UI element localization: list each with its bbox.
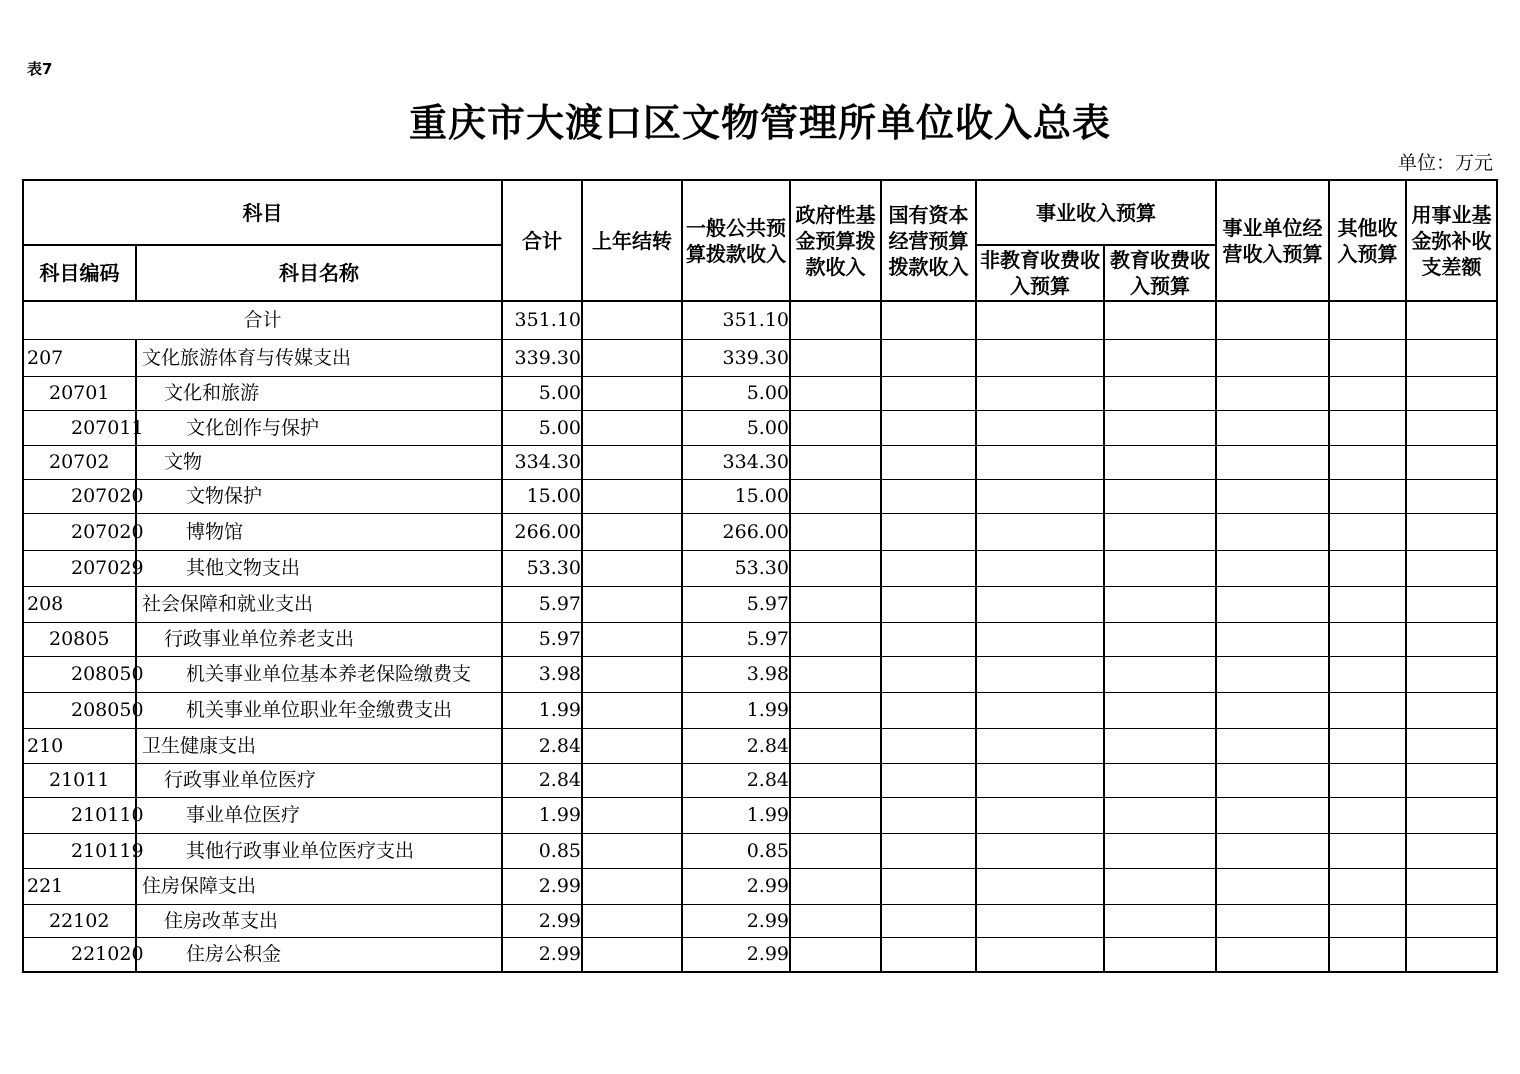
empty-cell [881, 797, 976, 833]
empty-cell [1406, 550, 1497, 586]
empty-cell [582, 904, 682, 937]
row-total: 2.84 [502, 763, 582, 797]
row-name: 卫生健康支出 [136, 728, 502, 763]
empty-cell [1104, 513, 1216, 550]
empty-cell [790, 445, 881, 479]
row-total: 2.99 [502, 904, 582, 937]
empty-cell [881, 656, 976, 692]
empty-cell [1216, 656, 1329, 692]
header-state-capital: 国有资本经营预算拨款收入 [881, 180, 976, 301]
page-title: 重庆市大渡口区文物管理所单位收入总表 [408, 101, 1111, 145]
empty-cell [1104, 937, 1216, 972]
empty-cell [790, 904, 881, 937]
row-total: 5.97 [502, 622, 582, 656]
empty-cell [976, 550, 1104, 586]
table-row [23, 797, 1497, 833]
empty-cell [582, 301, 682, 339]
table-row [23, 376, 1497, 410]
empty-cell [790, 376, 881, 410]
row-name: 住房公积金 [136, 937, 502, 972]
empty-cell [582, 763, 682, 797]
empty-cell [1104, 339, 1216, 376]
row-total: 5.00 [502, 376, 582, 410]
row-total: 5.00 [502, 410, 582, 445]
empty-cell [881, 550, 976, 586]
row-name: 行政事业单位医疗 [136, 763, 502, 797]
empty-cell [582, 797, 682, 833]
table-row [23, 479, 1497, 513]
empty-cell [976, 376, 1104, 410]
table-row [23, 410, 1497, 445]
empty-cell [976, 339, 1104, 376]
empty-cell [1104, 728, 1216, 763]
empty-cell [582, 728, 682, 763]
empty-cell [976, 656, 1104, 692]
empty-cell [881, 586, 976, 622]
row-total: 339.30 [502, 339, 582, 376]
empty-cell [1216, 479, 1329, 513]
empty-cell [790, 797, 881, 833]
table-body [23, 301, 1497, 972]
empty-cell [881, 445, 976, 479]
row-general: 5.00 [682, 376, 790, 410]
empty-cell [976, 937, 1104, 972]
empty-cell [790, 479, 881, 513]
row-general: 2.99 [682, 868, 790, 904]
table-row [23, 656, 1497, 692]
empty-cell [976, 763, 1104, 797]
row-total: 3.98 [502, 656, 582, 692]
empty-cell [1104, 301, 1216, 339]
empty-cell [790, 728, 881, 763]
table-row [23, 339, 1497, 376]
empty-cell [1104, 763, 1216, 797]
row-code: 210110 [23, 797, 136, 833]
empty-cell [582, 410, 682, 445]
empty-cell [1104, 904, 1216, 937]
empty-cell [1104, 656, 1216, 692]
row-name: 其他行政事业单位医疗支出 [136, 833, 502, 868]
empty-cell [976, 728, 1104, 763]
empty-cell [1406, 937, 1497, 972]
empty-cell [790, 339, 881, 376]
header-subject-code: 科目编码 [23, 245, 136, 301]
row-total: 5.97 [502, 586, 582, 622]
row-name: 住房改革支出 [136, 904, 502, 937]
empty-cell [1406, 692, 1497, 728]
empty-cell [1406, 622, 1497, 656]
table-number: 表7 [27, 60, 53, 78]
empty-cell [1329, 904, 1406, 937]
empty-cell [976, 479, 1104, 513]
row-code: 208050 [23, 692, 136, 728]
empty-cell [976, 445, 1104, 479]
row-code: 21011 [23, 763, 136, 797]
empty-cell [1329, 937, 1406, 972]
empty-cell [790, 656, 881, 692]
row-general: 2.99 [682, 904, 790, 937]
empty-cell [1216, 513, 1329, 550]
row-code: 207011 [23, 410, 136, 445]
empty-cell [1216, 728, 1329, 763]
table-row [23, 904, 1497, 937]
empty-cell [582, 622, 682, 656]
row-code: 22102 [23, 904, 136, 937]
header-fund-offset: 用事业基金弥补收支差额 [1406, 180, 1497, 301]
table-row [23, 445, 1497, 479]
header-non-edu-fee: 非教育收费收入预算 [976, 245, 1104, 301]
empty-cell [1329, 376, 1406, 410]
row-general: 2.84 [682, 728, 790, 763]
income-summary-table [22, 179, 1498, 973]
empty-cell [881, 513, 976, 550]
empty-cell [790, 622, 881, 656]
row-code: 20702 [23, 445, 136, 479]
empty-cell [1406, 376, 1497, 410]
row-general: 5.97 [682, 622, 790, 656]
row-code: 221 [23, 868, 136, 904]
empty-cell [1216, 376, 1329, 410]
row-general: 1.99 [682, 692, 790, 728]
empty-cell [1406, 445, 1497, 479]
row-total: 1.99 [502, 692, 582, 728]
row-total: 0.85 [502, 833, 582, 868]
empty-cell [1329, 692, 1406, 728]
empty-cell [1104, 445, 1216, 479]
empty-cell [1104, 550, 1216, 586]
empty-cell [790, 513, 881, 550]
header-total: 合计 [502, 180, 582, 301]
row-code: 207020 [23, 479, 136, 513]
empty-cell [1104, 586, 1216, 622]
empty-cell [1329, 301, 1406, 339]
row-code: 207029 [23, 550, 136, 586]
header-subject-name: 科目名称 [136, 245, 502, 301]
empty-cell [1104, 376, 1216, 410]
header-edu-fee: 教育收费收入预算 [1104, 245, 1216, 301]
row-total: 1.99 [502, 797, 582, 833]
header-business-income: 事业收入预算 [976, 180, 1216, 245]
table-row [23, 513, 1497, 550]
empty-cell [976, 904, 1104, 937]
table-row [23, 833, 1497, 868]
empty-cell [1406, 301, 1497, 339]
empty-cell [1406, 479, 1497, 513]
row-name: 事业单位医疗 [136, 797, 502, 833]
empty-cell [582, 339, 682, 376]
row-code: 221020 [23, 937, 136, 972]
unit-label: 单位：万元 [1397, 152, 1493, 174]
empty-cell [881, 479, 976, 513]
empty-cell [790, 763, 881, 797]
empty-cell [881, 622, 976, 656]
empty-cell [582, 479, 682, 513]
empty-cell [1406, 797, 1497, 833]
empty-cell [881, 904, 976, 937]
row-total: 53.30 [502, 550, 582, 586]
empty-cell [881, 376, 976, 410]
empty-cell [582, 868, 682, 904]
total-row-general: 351.10 [682, 301, 790, 339]
empty-cell [881, 410, 976, 445]
row-total: 15.00 [502, 479, 582, 513]
empty-cell [582, 937, 682, 972]
row-general: 15.00 [682, 479, 790, 513]
row-code: 210 [23, 728, 136, 763]
empty-cell [582, 692, 682, 728]
empty-cell [1329, 622, 1406, 656]
row-total: 334.30 [502, 445, 582, 479]
empty-cell [1329, 410, 1406, 445]
empty-cell [1406, 868, 1497, 904]
table-row [23, 692, 1497, 728]
empty-cell [1216, 622, 1329, 656]
empty-cell [790, 410, 881, 445]
empty-cell [1406, 410, 1497, 445]
empty-cell [1406, 833, 1497, 868]
empty-cell [1216, 797, 1329, 833]
empty-cell [790, 833, 881, 868]
empty-cell [1329, 513, 1406, 550]
empty-cell [790, 586, 881, 622]
empty-cell [790, 301, 881, 339]
empty-cell [1406, 586, 1497, 622]
row-total: 2.84 [502, 728, 582, 763]
empty-cell [1329, 656, 1406, 692]
empty-cell [881, 937, 976, 972]
table-row [23, 763, 1497, 797]
row-code: 210119 [23, 833, 136, 868]
header-subject: 科目 [23, 180, 502, 245]
empty-cell [1104, 410, 1216, 445]
empty-cell [1329, 445, 1406, 479]
empty-cell [1329, 797, 1406, 833]
empty-cell [1216, 763, 1329, 797]
header-operating-income: 事业单位经营收入预算 [1216, 180, 1329, 301]
empty-cell [1406, 656, 1497, 692]
empty-cell [1329, 868, 1406, 904]
row-general: 334.30 [682, 445, 790, 479]
empty-cell [881, 728, 976, 763]
empty-cell [1216, 937, 1329, 972]
row-name: 机关事业单位职业年金缴费支出 [136, 692, 502, 728]
empty-cell [881, 339, 976, 376]
empty-cell [582, 550, 682, 586]
total-row-total: 351.10 [502, 301, 582, 339]
empty-cell [1406, 513, 1497, 550]
empty-cell [881, 301, 976, 339]
header-gov-fund: 政府性基金预算拨款收入 [790, 180, 881, 301]
empty-cell [976, 692, 1104, 728]
total-row [23, 301, 1497, 339]
row-general: 5.00 [682, 410, 790, 445]
row-name: 文物保护 [136, 479, 502, 513]
empty-cell [1216, 904, 1329, 937]
header-general-budget: 一般公共预算拨款收入 [682, 180, 790, 301]
row-name: 机关事业单位基本养老保险缴费支 [136, 656, 502, 692]
empty-cell [582, 376, 682, 410]
empty-cell [1104, 622, 1216, 656]
row-general: 53.30 [682, 550, 790, 586]
empty-cell [1329, 586, 1406, 622]
row-name: 社会保障和就业支出 [136, 586, 502, 622]
row-name: 其他文物支出 [136, 550, 502, 586]
empty-cell [881, 692, 976, 728]
empty-cell [881, 833, 976, 868]
row-code: 208 [23, 586, 136, 622]
row-general: 339.30 [682, 339, 790, 376]
row-general: 2.84 [682, 763, 790, 797]
row-general: 1.99 [682, 797, 790, 833]
total-row-label: 合计 [23, 301, 502, 339]
table-row [23, 868, 1497, 904]
empty-cell [881, 868, 976, 904]
table-row [23, 550, 1497, 586]
empty-cell [1406, 904, 1497, 937]
empty-cell [582, 513, 682, 550]
row-name: 博物馆 [136, 513, 502, 550]
header-other-income: 其他收入预算 [1329, 180, 1406, 301]
empty-cell [881, 763, 976, 797]
row-total: 266.00 [502, 513, 582, 550]
table-row [23, 728, 1497, 763]
row-name: 文化旅游体育与传媒支出 [136, 339, 502, 376]
empty-cell [976, 513, 1104, 550]
empty-cell [976, 586, 1104, 622]
empty-cell [1216, 410, 1329, 445]
row-name: 文化和旅游 [136, 376, 502, 410]
row-code: 207020 [23, 513, 136, 550]
row-general: 3.98 [682, 656, 790, 692]
empty-cell [582, 656, 682, 692]
row-name: 行政事业单位养老支出 [136, 622, 502, 656]
empty-cell [1216, 550, 1329, 586]
empty-cell [582, 833, 682, 868]
empty-cell [1104, 692, 1216, 728]
empty-cell [1329, 479, 1406, 513]
empty-cell [1406, 728, 1497, 763]
empty-cell [1329, 833, 1406, 868]
empty-cell [1104, 797, 1216, 833]
row-total: 2.99 [502, 937, 582, 972]
empty-cell [1104, 833, 1216, 868]
empty-cell [1406, 763, 1497, 797]
empty-cell [976, 622, 1104, 656]
header-carryover: 上年结转 [582, 180, 682, 301]
empty-cell [976, 868, 1104, 904]
row-code: 20805 [23, 622, 136, 656]
empty-cell [790, 550, 881, 586]
empty-cell [1216, 833, 1329, 868]
empty-cell [976, 833, 1104, 868]
row-code: 207 [23, 339, 136, 376]
empty-cell [976, 410, 1104, 445]
empty-cell [1216, 339, 1329, 376]
empty-cell [790, 692, 881, 728]
row-code: 208050 [23, 656, 136, 692]
empty-cell [790, 868, 881, 904]
empty-cell [1216, 868, 1329, 904]
empty-cell [1406, 339, 1497, 376]
empty-cell [1329, 763, 1406, 797]
empty-cell [1329, 339, 1406, 376]
row-name: 文化创作与保护 [136, 410, 502, 445]
table-row [23, 586, 1497, 622]
empty-cell [1329, 728, 1406, 763]
empty-cell [1329, 550, 1406, 586]
empty-cell [1104, 479, 1216, 513]
empty-cell [1216, 692, 1329, 728]
empty-cell [1216, 445, 1329, 479]
row-name: 文物 [136, 445, 502, 479]
empty-cell [790, 937, 881, 972]
row-general: 0.85 [682, 833, 790, 868]
row-total: 2.99 [502, 868, 582, 904]
empty-cell [582, 445, 682, 479]
row-name: 住房保障支出 [136, 868, 502, 904]
row-general: 266.00 [682, 513, 790, 550]
row-code: 20701 [23, 376, 136, 410]
empty-cell [1216, 301, 1329, 339]
row-general: 5.97 [682, 586, 790, 622]
table-row [23, 622, 1497, 656]
empty-cell [582, 586, 682, 622]
empty-cell [1104, 868, 1216, 904]
table-row [23, 937, 1497, 972]
empty-cell [976, 301, 1104, 339]
empty-cell [1216, 586, 1329, 622]
row-general: 2.99 [682, 937, 790, 972]
empty-cell [976, 797, 1104, 833]
